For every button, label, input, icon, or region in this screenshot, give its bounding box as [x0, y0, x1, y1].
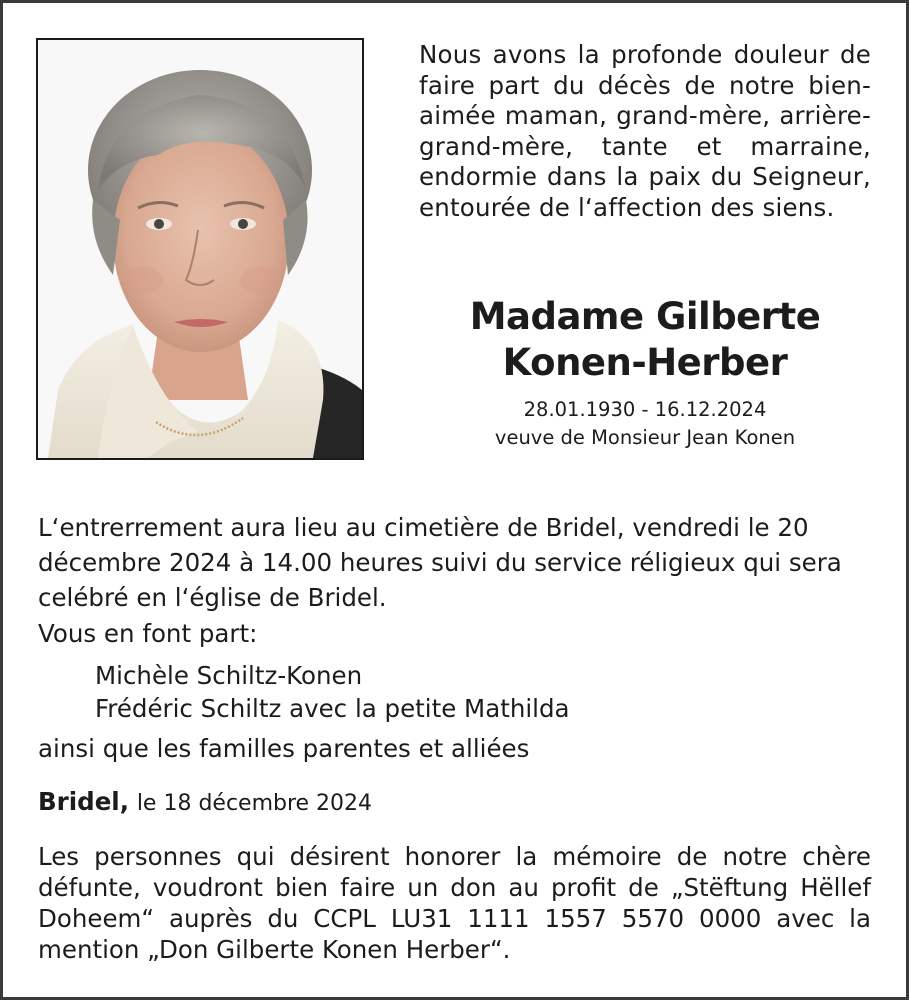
life-dates: 28.01.1930 - 16.12.2024 — [523, 398, 767, 421]
place-name: Bridel, — [38, 787, 130, 816]
portrait-photo — [36, 38, 364, 460]
deceased-name-line2: Konen-Herber — [502, 341, 788, 384]
deceased-name — [419, 294, 871, 386]
deceased-name-line1: Madame Gilberte — [469, 295, 821, 338]
burial-text: L‘entrerrement aura lieu au cimetière de Bridel, vendredi le 20 décembre 2024 à 14.00 heures suivi du service réligieux qui sera celébré en l‘église de Bridel. — [38, 513, 842, 612]
intro-text: Nous avons la profonde douleur de faire part du décès de notre bien-aimée maman, grand-mère, arrière-grand-mère, tante et marraine, endormie dans la paix du Seigneur, entourée de l‘affection des siens. — [419, 40, 871, 222]
announcement-date: le 18 décembre 2024 — [136, 791, 373, 816]
widow-of: veuve de Monsieur Jean Konen — [494, 426, 796, 449]
allied-families: ainsi que les familles parentes et alliées — [38, 734, 530, 763]
place-date — [38, 786, 372, 820]
life-details — [419, 396, 871, 452]
family-list — [95, 659, 570, 725]
family-member: Michèle Schiltz-Konen — [95, 661, 363, 690]
announcement-intro: Vous en font part: — [38, 619, 258, 648]
family-member: Frédéric Schiltz avec la petite Mathilda — [95, 694, 570, 723]
donation-text: Les personnes qui désirent honorer la mémoire de notre chère défunte, voudront bien faire un don au profit de „Stëftung Hëllef Doheem“ auprès du CCPL LU31 1111 1557 5570 0000 avec la mention „Don Gilberte Konen Herber“. — [38, 842, 871, 964]
